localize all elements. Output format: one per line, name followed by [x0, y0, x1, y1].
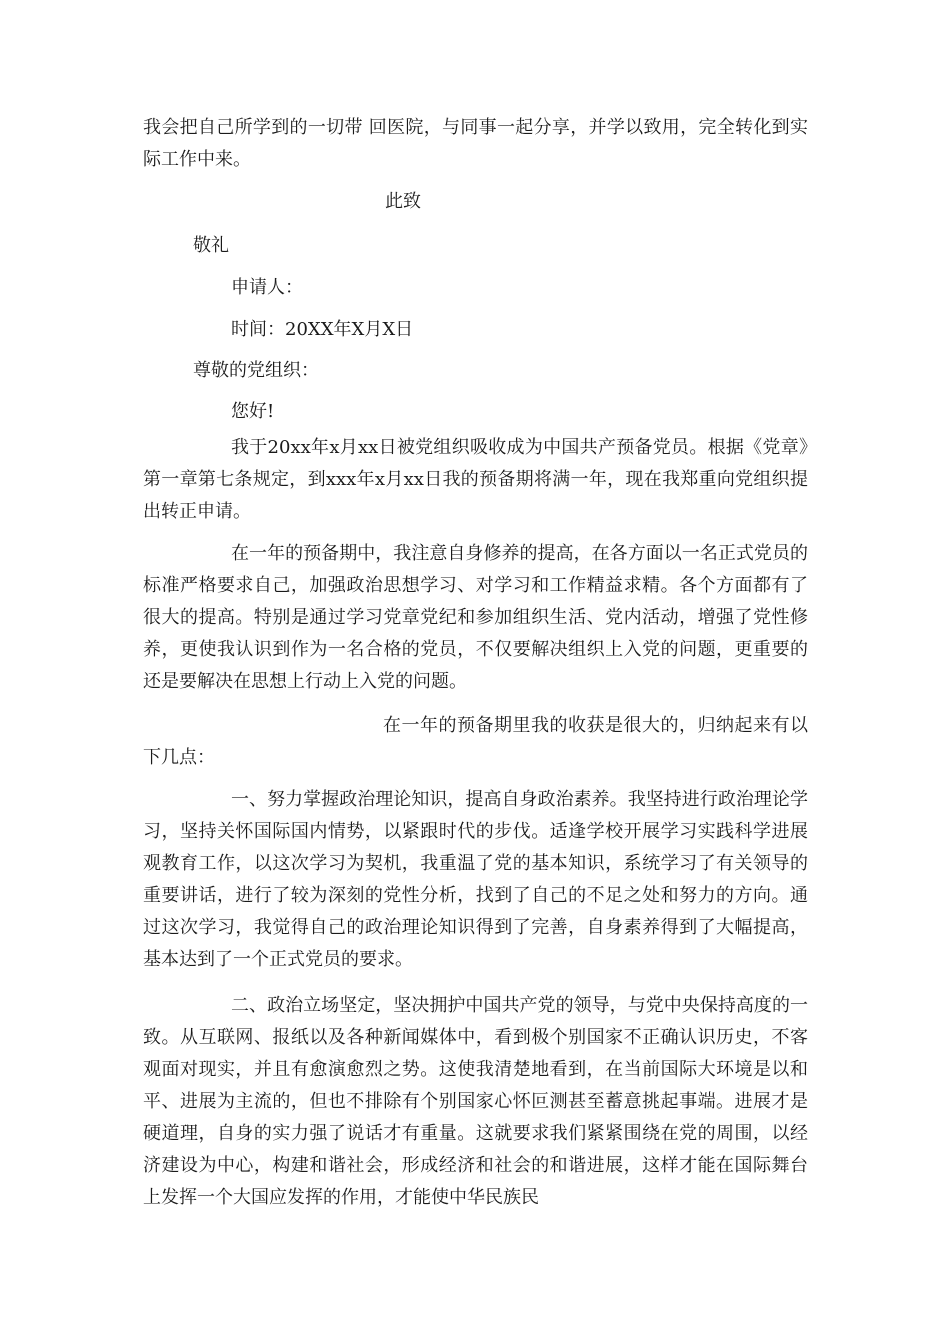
paragraph-point-one: 一、努力掌握政治理论知识，提高自身政治素养。我坚持进行政治理论学习，坚持关怀国际国内情势，以紧跟时代的步伐。适逢学校开展学习实践科学进展观教育工作，以这次学习为契机，我重温了党的基本知识，系统学习了有关领导的重要讲话，进行了较为深刻的党性分析，找到了自己的不足之处和努力的方向。通过这次学习，我觉得自己的政治理论知识得到了完善，自身素养得到了大幅提高，基本达到了一个正式党员的要求。 — [143, 789, 808, 970]
paragraph-intro-end: 我会把自己所学到的一切带 回医院，与同事一起分享，并学以致用，完全转化到实际工作中来。 — [143, 117, 808, 170]
date-line: 时间：20XX年X月X日 — [231, 319, 414, 340]
closing-jing-li: 敬礼 — [193, 235, 229, 256]
paragraph-application: 我于20xx年x月xx日被党组织吸收成为中国共产预备党员。根据《党章》第一章第七条规定，到xxx年x月xx日我的预备期将满一年，现在我郑重向党组织提出转正申请。 — [143, 437, 808, 522]
applicant-label: 申请人： — [231, 277, 303, 298]
paragraph-gains-intro: 在一年的预备期里我的收获是很大的，归纳起来有以下几点： — [143, 715, 808, 768]
greeting: 您好! — [231, 401, 275, 422]
closing-ci-zhi: 此致 — [385, 191, 421, 212]
paragraph-probation-period: 在一年的预备期中，我注意自身修养的提高，在各方面以一名正式党员的标准严格要求自己，加强政治思想学习、对学习和工作精益求精。各个方面都有了很大的提高。特别是通过学习党章党纪和参加组织生活、党内活动，增强了党性修养，更使我认识到作为一名合格的党员，不仅要解决组织上入党的问题，更重要的还是要解决在思想上行动上入党的问题。 — [143, 543, 808, 692]
salutation: 尊敬的党组织： — [193, 360, 319, 381]
paragraph-point-two: 二、政治立场坚定，坚决拥护中国共产党的领导，与党中央保持高度的一致。从互联网、报纸以及各种新闻媒体中，看到极个别国家不正确认识历史，不客观面对现实，并且有愈演愈烈之势。这使我清楚地看到，在当前国际大环境是以和平、进展为主流的，但也不排除有个别国家心怀叵测甚至蓄意挑起事端。进展才是硬道理，自身的实力强了说话才有重量。这就要求我们紧紧围绕在党的周围，以经济建设为中心，构建和谐社会，形成经济和社会的和谐进展，这样才能在国际舞台上发挥一个大国应发挥的作用，才能使中华民族民 — [143, 995, 808, 1208]
